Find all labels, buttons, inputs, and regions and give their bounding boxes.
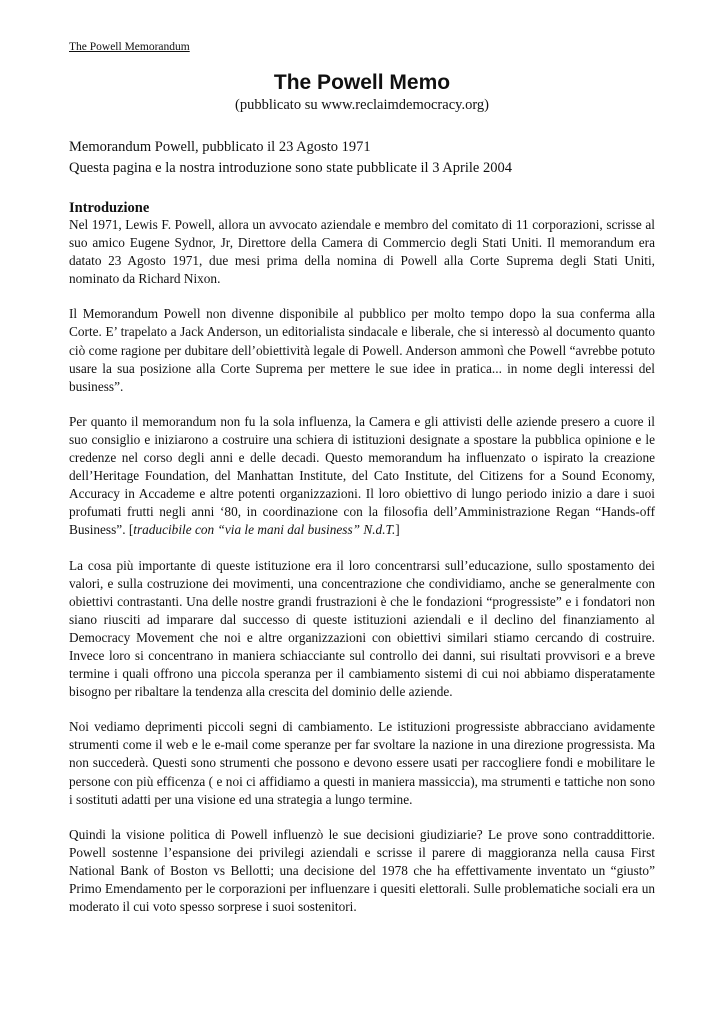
section-heading-introduction: Introduzione [69, 200, 150, 216]
translator-note: traducibile con “via le mani dal business” N.d.T. [133, 522, 396, 538]
publication-info [69, 137, 655, 179]
paragraph-2: Il Memorandum Powell non divenne disponibile al pubblico per molto tempo dopo la sua conferma alla Corte. E’ trapelato a Jack Anderson, un editorialista sindacale e liberale, che si interessò al documento quanto ciò come ragione per dubitare dell’obiettività legale di Powell. Anderson ammonì che Powell “avrebbe potuto usare la sua posizione alla Corte Suprema per mettere le sue idee in pratica... in nome degli interessi del business”. [69, 306, 655, 394]
paragraph-5: Noi vediamo deprimenti piccoli segni di cambiamento. Le istituzioni progressiste abbracciano avidamente strumenti come il web e le e-mail come speranze per far svoltare la nazione in una direzione progressista. Ma non succederà. Questi sono strumenti che possono e devono essere usati per raccogliere fondi e mobilitare le persone con più efficenza ( e noi ci affidiamo a questi in maniera massiccia), ma strumenti e tattiche non sono i sostituti adatti per una visione ed una strategia a lungo termine. [69, 719, 655, 807]
paragraph-6: Quindi la visione politica di Powell influenzò le sue decisioni giudiziarie? Le prove sono contraddittorie. Powell sostenne l’espansione dei privilegi aziendali e scrisse il parere di maggioranza nella causa First National Bank of Boston vs Bellotti; una decisione del 1978 che ha effettivamente inventato un “giusto” Primo Emendamento per le corporazioni per influenzare i quesiti elettorali. Sulle problematiche sociali era un moderato il cui voto spesso sorprese i suoi sostenitori. [69, 826, 655, 915]
paragraph-1: Nel 1971, Lewis F. Powell, allora un avvocato aziendale e membro del comitato di 11 corporazioni, scrisse al suo amico Eugene Sydnor, Jr, Direttore della Camera di Commercio degli Stati Uniti. Il memorandum era datato 23 Agosto 1971, due mesi prima della nomina di Powell alla Corte Suprema degli Stati Uniti, nominato da Richard Nixon. [69, 217, 655, 287]
running-header: The Powell Memorandum [69, 41, 190, 53]
document-title: The Powell Memo [273, 71, 451, 94]
paragraph-3 [69, 413, 655, 540]
page-publication-line: Questa pagina e la nostra introduzione sono state pubblicate il 3 Aprile 2004 [69, 160, 512, 176]
introduction-body [69, 216, 655, 933]
paragraph-4: La cosa più importante di queste istituzione era il loro concentrarsi sull’educazione, sullo spostamento dei valori, e sulla costruzione dei movimenti, una concentrazione che condividiamo, anche se generalmente con obiettivi contrastanti. Una delle nostre grandi frustrazioni è che le fondazioni “progressiste” e i fondatori non siano riusciti ad imparare dal successo di queste istituzioni aziendali e il declino del finanziamento al Democracy Movement che noi e altre organizzazioni con obiettivi similari stiamo cercando di costruire. Invece loro si concentrano in maniera schiacciante sul controllo dei danni, sui risultati provvisori e a breve termine i quali offrono una piccola speranza per il cambiamento sistemi di cui noi abbiamo disperatamente bisogno per ribaltare la tendenza alla crescita del dominio delle aziende. [69, 557, 655, 700]
publication-date-line: Memorandum Powell, pubblicato il 23 Agosto 1971 [69, 139, 371, 155]
document-subtitle: (pubblicato su www.reclaimdemocracy.org) [235, 97, 489, 113]
paragraph-3-close: ] [395, 522, 400, 538]
paragraph-3-text: Per quanto il memorandum non fu la sola influenza, la Camera e gli attivisti delle aziende presero a cuore il suo consiglio e iniziarono a costruire una schiera di istituzioni designate a spostare la pubblica opinione e le credenze nel corso degli anni e delle decadi. Questo memorandum ha influenzato o ispirato la creazione dell’Heritage Foundation, del Manhattan Institute, del Cato Institute, del Citizens for a Sound Economy, Accuracy in Accademe e altre potenti organizzazioni. Il loro obiettivo di lungo periodo inizio a dare i suoi profumati frutti negli anni ‘80, in coordinazione con la filosofia dell’Amministrazione Regan “Hands-off Business”. [ [69, 413, 655, 538]
